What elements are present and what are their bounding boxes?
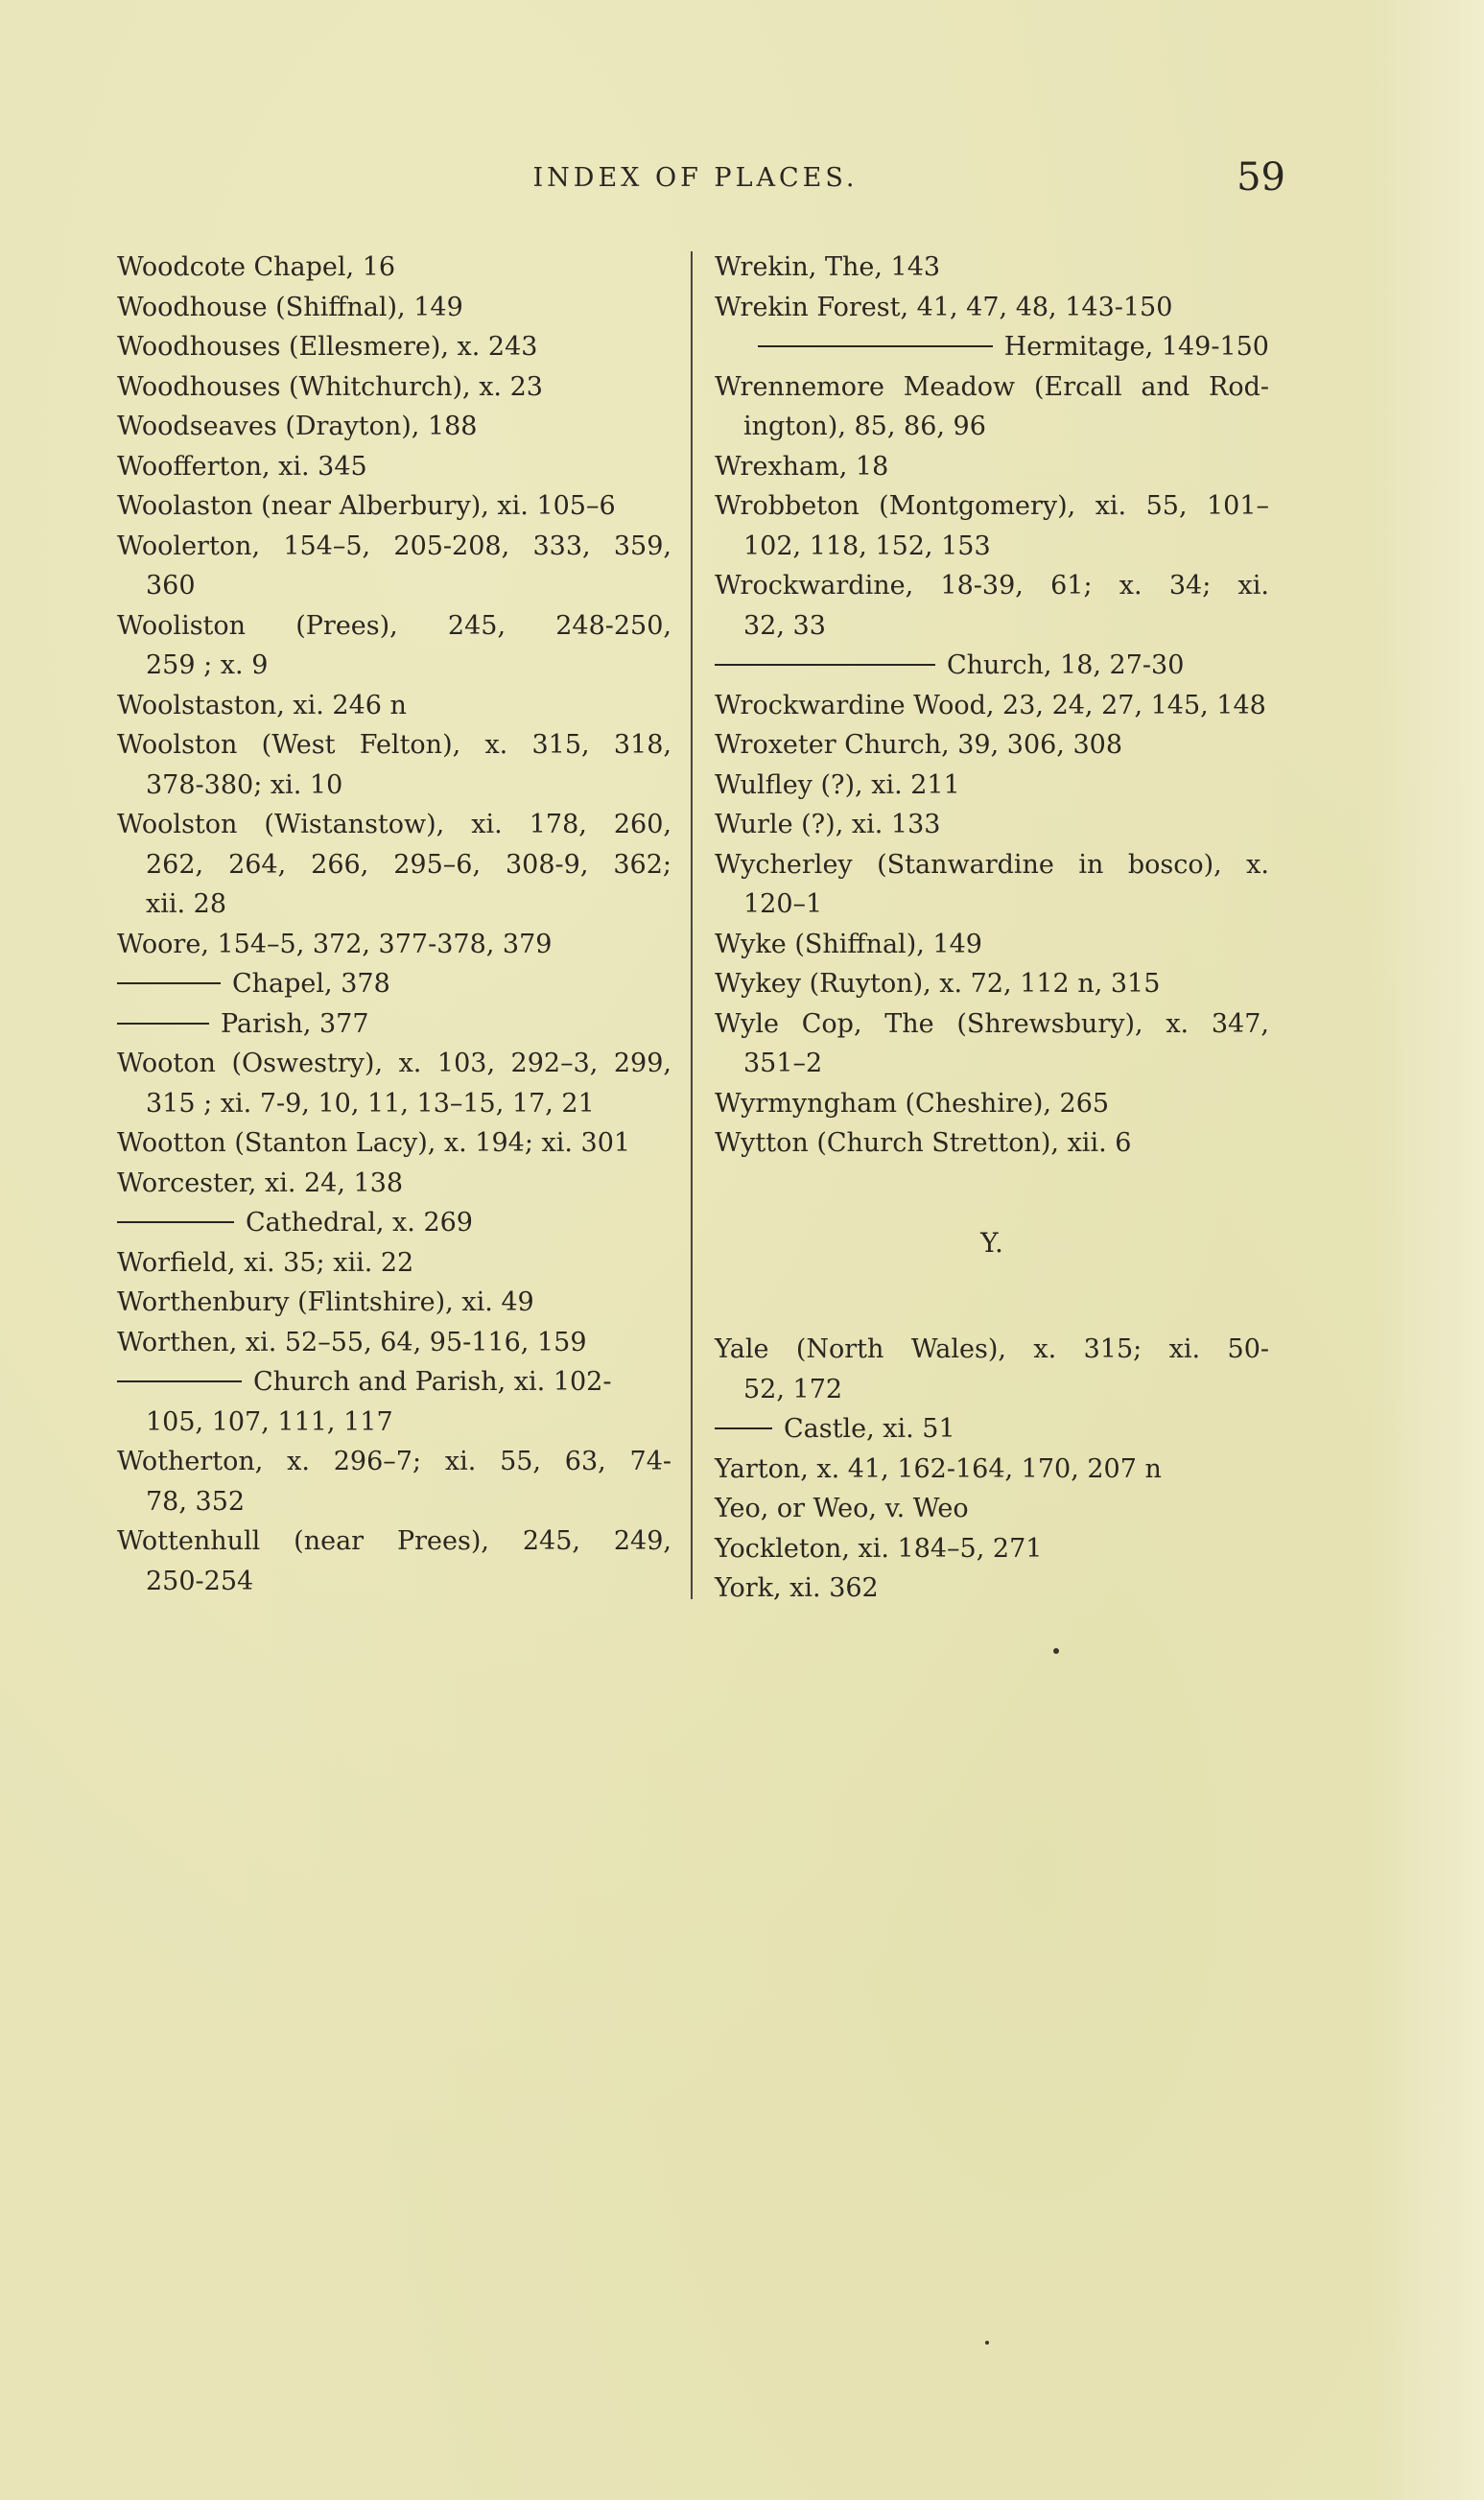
- index-entry: Woolston (Wistanstow), xi. 178, 260, 262, 264, 266, 295–6, 308-9, 362; xii. 28: [117, 810, 671, 919]
- index-entry: Woolstaston, xi. 246 n: [117, 690, 407, 720]
- ditto-rule: [117, 1023, 209, 1025]
- index-entry: Wootton (Stanton Lacy), x. 194; xi. 301: [117, 1128, 631, 1158]
- index-entry: Wotherton, x. 296–7; xi. 55, 63, 74- 78, 352: [117, 1447, 671, 1517]
- index-entry: Worthenbury (Flintshire), xi. 49: [117, 1287, 534, 1317]
- ditto-rule: [117, 1221, 234, 1223]
- ditto-rule: [715, 1427, 772, 1429]
- index-entry: Wrobbeton (Montgomery), xi. 55, 101– 102, 118, 152, 153: [715, 491, 1269, 561]
- index-entry: Worcester, xi. 24, 138: [117, 1167, 404, 1198]
- index-entry: Wrekin Forest, 41, 47, 48, 143-150: [715, 292, 1173, 322]
- ink-speck: [1053, 1648, 1059, 1654]
- ditto-rule: [117, 1380, 242, 1382]
- index-entry: Wrockwardine, 18-39, 61; x. 34; xi. 32, 33: [715, 571, 1269, 641]
- index-entry: Worfield, xi. 35; xii. 22: [117, 1247, 414, 1278]
- index-entry: Church and Parish, xi. 102- 105, 107, 111, 117: [117, 1362, 671, 1442]
- index-entry: Woofferton, xi. 345: [117, 451, 367, 482]
- index-entry: Wulfley (?), xi. 211: [715, 769, 960, 800]
- index-entry: Wycherley (Stanwardine in bosco), x. 120–1: [715, 849, 1269, 919]
- index-entry: Wrexham, 18: [715, 451, 889, 482]
- index-entry: Wurle (?), xi. 133: [715, 810, 941, 839]
- running-title: INDEX OF PLACES.: [532, 163, 859, 193]
- index-entry: Wytton (Church Stretton), xii. 6: [715, 1128, 1132, 1158]
- index-entry: Woodhouse (Shiffnal), 149: [117, 292, 463, 322]
- page-header: [106, 155, 1285, 213]
- index-entry: Woolston (West Felton), x. 315, 318, 378-380; xi. 10: [117, 730, 671, 800]
- page-edge-shading: [1369, 0, 1484, 2500]
- ditto-rule: [117, 982, 221, 984]
- index-subentry: Hermitage, 149-150: [715, 327, 1269, 367]
- ditto-rule: [715, 664, 935, 666]
- index-column-left: [117, 248, 671, 1601]
- index-subentry: Church, 18, 27-30: [715, 646, 1269, 686]
- index-entry: Wyke (Shiffnal), 149: [715, 929, 982, 959]
- ink-speck: [985, 2341, 989, 2345]
- index-entry: Yarton, x. 41, 162-164, 170, 207 n: [715, 1453, 1162, 1484]
- index-entry: Woore, 154–5, 372, 377-378, 379: [117, 929, 553, 959]
- index-entry: Wrennemore Meadow (Ercall and Rod- ington), 85, 86, 96: [715, 371, 1269, 441]
- index-entry: Worthen, xi. 52–55, 64, 95-116, 159: [117, 1327, 587, 1357]
- ditto-rule: [758, 345, 993, 347]
- index-entry: Woodcote Chapel, 16: [117, 252, 396, 282]
- index-entry: York, xi. 362: [715, 1573, 879, 1603]
- index-entry: Woodhouses (Ellesmere), x. 243: [117, 332, 538, 362]
- index-entry: Yeo, or Weo, v. Weo: [715, 1494, 969, 1523]
- index-entry: Wrockwardine Wood, 23, 24, 27, 145, 148: [715, 690, 1266, 720]
- index-entry: Wroxeter Church, 39, 306, 308: [715, 730, 1122, 760]
- index-subentry: Castle, xi. 51: [715, 1409, 1269, 1450]
- index-entry: Wottenhull (near Prees), 245, 249, 250-254: [117, 1526, 671, 1596]
- index-entry: Wykey (Ruyton), x. 72, 112 n, 315: [715, 969, 1161, 999]
- index-subentry: Chapel, 378: [117, 964, 671, 1004]
- index-entry: Woodhouses (Whitchurch), x. 23: [117, 371, 543, 402]
- index-subentry: Cathedral, x. 269: [117, 1203, 671, 1243]
- letter-section-heading: Y.: [980, 1226, 1003, 1259]
- column-divider: [691, 251, 693, 1599]
- index-entry: Yockleton, xi. 184–5, 271: [715, 1533, 1043, 1564]
- index-entry: Wooton (Oswestry), x. 103, 292–3, 299, 315 ; xi. 7-9, 10, 11, 13–15, 17, 21: [117, 1049, 671, 1119]
- index-entry: Wrekin, The, 143: [715, 252, 941, 282]
- index-entry: Woolerton, 154–5, 205-208, 333, 359, 360: [117, 531, 671, 601]
- index-entry: Wyrmyngham (Cheshire), 265: [715, 1088, 1110, 1119]
- index-entry: Woolaston (near Alberbury), xi. 105–6: [117, 491, 616, 521]
- index-entry: Yale (North Wales), x. 315; xi. 50- 52, 172: [715, 1334, 1269, 1404]
- page-number: 59: [1237, 155, 1285, 200]
- index-entry: Woodseaves (Drayton), 188: [117, 412, 478, 441]
- index-subentry: Parish, 377: [117, 1004, 671, 1045]
- index-entry: Wooliston (Prees), 245, 248-250, 259 ; x. 9: [117, 610, 671, 680]
- index-column-right: [715, 248, 1269, 1609]
- index-entry: Wyle Cop, The (Shrewsbury), x. 347, 351–2: [715, 1008, 1269, 1078]
